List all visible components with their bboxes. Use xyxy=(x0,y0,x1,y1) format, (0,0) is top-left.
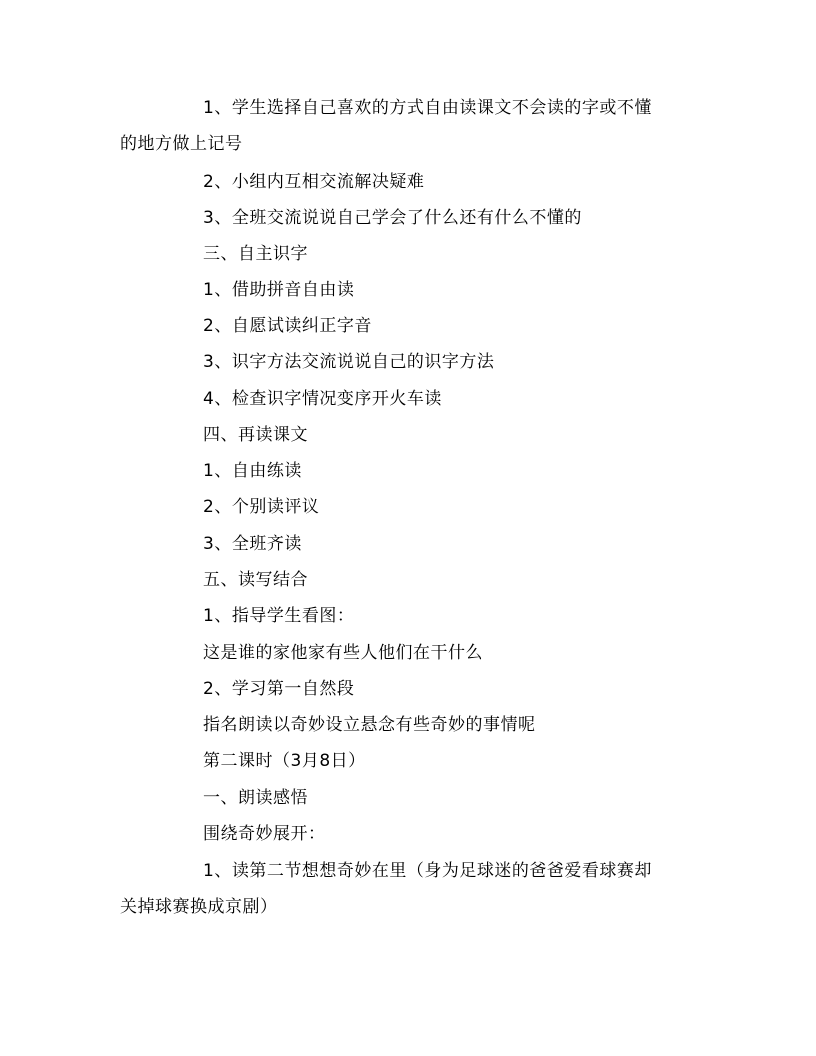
text-line: 2、自愿试读纠正字音 xyxy=(203,316,372,336)
text-line: 1、读第二节想想奇妙在里（身为足球迷的爸爸爱看球赛却 xyxy=(203,861,652,881)
text-line: 关掉球赛换成京剧） xyxy=(120,897,278,917)
text-line: 的地方做上记号 xyxy=(120,134,243,154)
text-line: 2、小组内互相交流解决疑难 xyxy=(203,172,425,192)
text-line: 3、识字方法交流说说自己的识字方法 xyxy=(203,352,495,372)
section-heading: 四、再读课文 xyxy=(203,425,308,445)
text-line: 3、全班交流说说自己学会了什么还有什么不懂的 xyxy=(203,208,582,228)
text-line: 指名朗读以奇妙设立悬念有些奇妙的事情呢 xyxy=(203,715,536,735)
section-heading: 五、读写结合 xyxy=(203,570,308,590)
section-heading: 一、朗读感悟 xyxy=(203,788,308,808)
text-line: 围绕奇妙展开： xyxy=(203,824,326,844)
text-line: 这是谁的家他家有些人他们在干什么 xyxy=(203,643,483,663)
text-line: 1、自由练读 xyxy=(203,461,302,481)
text-line: 2、学习第一自然段 xyxy=(203,679,355,699)
text-line: 1、借助拼音自由读 xyxy=(203,280,355,300)
text-line: 1、学生选择自己喜欢的方式自由读课文不会读的字或不懂 xyxy=(203,98,652,118)
text-line: 1、指导学生看图： xyxy=(203,606,355,626)
text-line: 4、检查识字情况变序开火车读 xyxy=(203,389,442,409)
text-line: 3、全班齐读 xyxy=(203,534,302,554)
section-heading: 第二课时（3月8日） xyxy=(203,751,366,771)
text-line: 2、个别读评议 xyxy=(203,497,320,517)
section-heading: 三、自主识字 xyxy=(203,244,308,264)
